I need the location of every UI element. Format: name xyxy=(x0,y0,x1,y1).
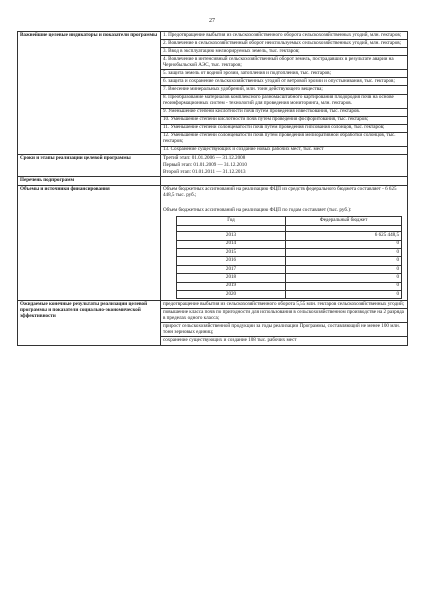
year-cell: 2013 xyxy=(177,232,286,240)
indicator-item: 13. Сохранение существующих и создание новых рабочих мест, тыс. мест xyxy=(163,146,324,153)
indicators-list xyxy=(161,32,408,155)
table-row xyxy=(177,248,402,256)
year-cell: 2015 xyxy=(177,248,286,256)
financing-total-text: Объем бюджетных ассигнований на реализацию ФЦП из средств федерального бюджета составляет - 6 625 448,5 тыс. руб.; xyxy=(163,185,397,198)
indicator-item: 9. Уменьшение степени кислотности почв путем проведения известкования, тыс. гектаров. xyxy=(161,109,407,117)
budget-cell: 0 xyxy=(286,257,402,265)
result-item: повышение класса почв по пригодности для использования в сельскохозяйственном производстве на 2 разряда в пределах одного класса; xyxy=(161,309,407,323)
result-item: предотвращение выбытия из сельскохозяйственного оборота 5,55 млн. гектаров сельскохозяйственных угодий; xyxy=(161,301,407,309)
passport-table xyxy=(17,31,408,346)
year-cell: 2018 xyxy=(177,274,286,282)
indicators-row xyxy=(18,32,408,155)
table-row xyxy=(177,290,402,298)
stage-item: Второй этап: 01.01.2011 — 31.12.2013 xyxy=(163,168,246,175)
stage-item: Первый этап: 01.01.2009 — 31.12.2010 xyxy=(163,161,247,168)
year-column-header: Год xyxy=(177,217,286,225)
year-cell: 2016 xyxy=(177,257,286,265)
financing-row xyxy=(18,186,408,301)
budget-cell: 0 xyxy=(286,290,402,298)
table-row xyxy=(177,282,402,290)
result-item: сохранение существующих и создание 108 тыс. рабочих мест xyxy=(163,337,297,344)
table-row xyxy=(177,240,402,248)
indicators-label: Важнейшие целевые индикаторы и показатели программы xyxy=(18,32,161,155)
indicator-item: 2. Вовлечение в сельскохозяйственный оборот неиспользуемых сельскохозяйственных угодий, млн. гектаров; xyxy=(161,40,407,48)
budget-column-header: Федеральный бюджет xyxy=(286,217,402,225)
year-cell: 2019 xyxy=(177,282,286,290)
year-cell: 2017 xyxy=(177,265,286,273)
indicator-item: 11. Уменьшение степени солонцеватости почв путем проведения гипсования солонцов, тыс. гектаров; xyxy=(161,125,407,133)
budget-cell: 0 xyxy=(286,282,402,290)
subprograms-label: Перечень подпрограмм xyxy=(18,177,161,186)
budget-cell: 0 xyxy=(286,274,402,282)
indicator-item: 8. Преобразование материалов комплексного разномасштабного картирования плодородия почв на основе геоинформационных систем - технологий для проведения мониторинга, млн. гектаров. xyxy=(161,95,407,109)
indicator-item: 10. Уменьшение степени кислотности почв путем проведения фосфоритования, тыс. гектаров; xyxy=(161,117,407,125)
financing-label: Объемы и источники финансирования xyxy=(18,186,161,301)
financing-table xyxy=(176,216,402,299)
result-item: прирост сельскохозяйственной продукции за годы реализации Программы, составляющий не менее 100 млн. тонн зерновых единиц; xyxy=(161,323,407,337)
indicator-item: 7. Внесение минеральных удобрений, млн. тонн действующего вещества; xyxy=(161,86,407,94)
budget-cell: 0 xyxy=(286,240,402,248)
table-row xyxy=(177,265,402,273)
stage-item: Третий этап: 01.01.2006 — 31.12.2008 xyxy=(163,154,246,161)
results-row xyxy=(18,301,408,345)
financing-block xyxy=(161,186,408,301)
indicator-item: 6. защита и сохранение сельскохозяйственных угодий от ветровой эрозии и опустынивания, тыс. гектаров; xyxy=(161,78,407,86)
indicator-item: 4. Вовлечение в интенсивный сельскохозяйственный оборот земель, пострадавших в результате аварии на Чернобыльской АЭС, тыс. гектаров; xyxy=(161,56,407,70)
year-cell: 2014 xyxy=(177,240,286,248)
financing-table-header xyxy=(177,217,402,225)
indicator-item: 5. защита земель от водной эрозии, затопления и подтопления, тыс. гектаров; xyxy=(161,70,407,78)
table-row xyxy=(177,232,402,240)
stages-list xyxy=(161,154,408,176)
budget-cell: 0 xyxy=(286,265,402,273)
indicator-item: 12. Уменьшение степени солонцеватости почв путем проведения мелиоративной обработки солонцов, тыс. гектаров; xyxy=(161,133,407,147)
indicator-item: 1. Предотвращение выбытия из сельскохозяйственного оборота сельскохозяйственных угодий, млн. гектаров; xyxy=(161,32,407,40)
stages-label: Сроки и этапы реализации целевой программы xyxy=(18,154,161,176)
budget-cell: 0 xyxy=(286,248,402,256)
year-cell: 2020 xyxy=(177,290,286,298)
subprograms-value xyxy=(161,177,408,186)
results-list xyxy=(161,301,408,345)
budget-cell: 6 625 448,5 xyxy=(286,232,402,240)
page-number: 27 xyxy=(209,18,215,24)
table-row xyxy=(177,257,402,265)
stages-row xyxy=(18,154,408,176)
financing-by-year-text: Объем бюджетных ассигнований на реализацию ФЦП по годам составляет (тыс. руб.): xyxy=(163,206,352,213)
results-label: Ожидаемые конечные результаты реализации целевой программы и показатели социально-экономической эффективности xyxy=(18,301,161,345)
indicator-item: 3. Ввод в эксплуатацию мелиорируемых земель, тыс. гектаров; xyxy=(161,48,407,56)
table-row xyxy=(177,274,402,282)
subprograms-row xyxy=(18,177,408,186)
